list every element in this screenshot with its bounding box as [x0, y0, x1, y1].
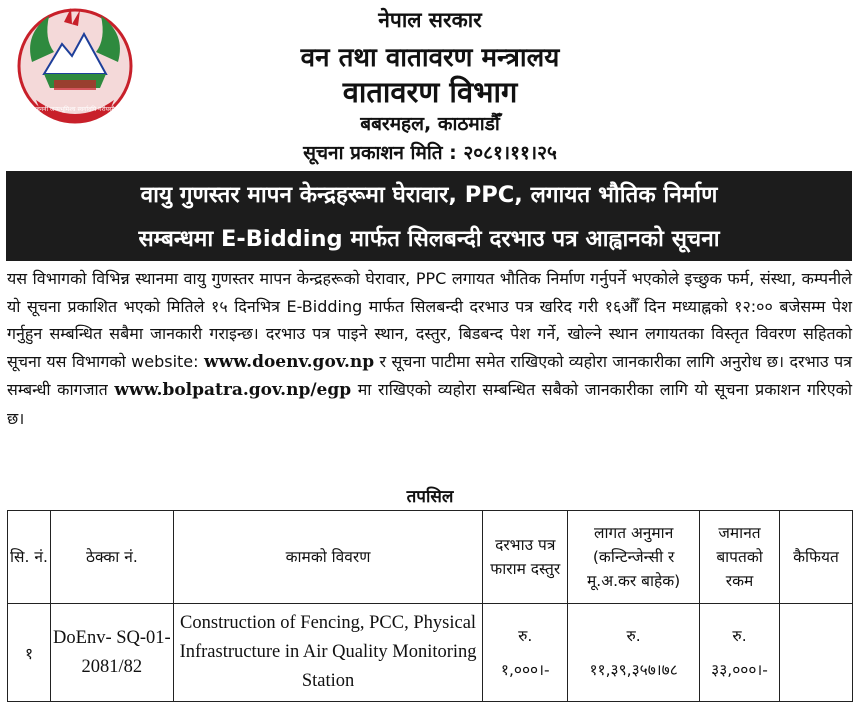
website-link-doenv[interactable]: www.doenv.gov.np — [203, 351, 375, 372]
cell-sn: १ — [8, 604, 51, 702]
department-title: वातावरण विभाग — [342, 75, 518, 109]
cell-description: Construction of Fencing, PCC, Physical Infrastructure in Air Quality Monitoring Station — [173, 604, 483, 702]
col-header-deposit: जमानत बापतको रकम — [700, 511, 780, 604]
ministry-title: वन तथा वातावरण मन्त्रालय — [300, 43, 560, 73]
cost-currency: रु. — [626, 626, 641, 645]
col-header-description: कामको विवरण — [173, 511, 483, 604]
table-row — [8, 604, 853, 702]
deposit-currency: रु. — [732, 626, 747, 645]
cell-deposit — [700, 604, 780, 702]
gov-title: नेपाल सरकार — [378, 8, 482, 32]
col-header-remarks: कैफियत — [780, 511, 853, 604]
col-header-sn: सि. नं. — [8, 511, 51, 604]
details-heading: तपसिल — [406, 487, 454, 507]
notice-body — [7, 265, 852, 432]
address: बबरमहल, काठमाडौँ — [360, 113, 500, 135]
cell-remarks — [780, 604, 853, 702]
fee-currency: रु. — [518, 626, 533, 645]
col-header-fee: दरभाउ पत्र फाराम दस्तुर — [483, 511, 568, 604]
cell-contract: DoEnv- SQ-01-2081/82 — [50, 604, 173, 702]
cost-amount: ११,३९,३५७।७८ — [589, 660, 678, 679]
col-header-cost: लागत अनुमान (कन्टिन्जेन्सी र मू.अ.कर बाहेक) — [568, 511, 700, 604]
notice-banner — [6, 171, 852, 261]
body-text-3: मा राखिएको व्यहोरा सम्बन्धित सबैको जानकारीका लागि यो सूचना प्रकाशन गरिएको छ। — [7, 380, 852, 428]
deposit-amount: ३३,०००।- — [711, 660, 768, 679]
col-header-contract: ठेक्का नं. — [50, 511, 173, 604]
website-link-bolpatra[interactable]: www.bolpatra.gov.np/egp — [114, 380, 352, 400]
table-header-row — [8, 511, 853, 604]
body-text-2: र सूचना पाटीमा समेत राखिएको व्यहोरा जानकारीका लागि अनुरोध छ। दरभाउ पत्र सम्बन्धी कागजात — [7, 351, 852, 399]
cell-fee — [483, 604, 568, 702]
cell-cost — [568, 604, 700, 702]
fee-amount: १,०००।- — [500, 660, 550, 679]
banner-line-1: वायु गुणस्तर मापन केन्द्रहरूमा घेरावार, PPC, लगायत भौतिक निर्माण — [140, 182, 718, 208]
tender-table — [7, 510, 853, 702]
publication-date: सूचना प्रकाशन मिति : २०८१।११।२५ — [303, 142, 557, 164]
banner-line-2: सम्बन्धमा E-Bidding मार्फत सिलबन्दी दरभाउ पत्र आह्वानको सूचना — [138, 226, 720, 252]
nepal-government-emblem — [14, 4, 136, 126]
emblem-motto: जननी जन्मभूमिश्च स्वर्गादपि गरीयसी — [35, 106, 115, 113]
body-text-1: यस विभागको विभिन्न स्थानमा वायु गुणस्तर मापन केन्द्रहरूको घेरावार, PPC लगायत भौतिक निर्माण गर्नुपर्ने भएकोले इच्छुक फर्म, संस्था, कम्पनीले यो सूचना प्रकाशित भएको मितिले १५ दिनभित्र E-Bidding मार्फत सिलबन्दी दरभाउ पत्र खरिद गरी १६औँ दिन मध्याह्नको १२:०० बजेसम्म पेश गर्नुहुन सम्बन्धित सबैमा जानकारी गराइन्छ। दरभाउ पत्र पाइने स्थान, दस्तुर, बिडबन्द पेश गर्ने, खोल्ने स्थान लगायतका विस्तृत विवरण सहितको सूचना यस विभागको website: — [7, 269, 852, 371]
